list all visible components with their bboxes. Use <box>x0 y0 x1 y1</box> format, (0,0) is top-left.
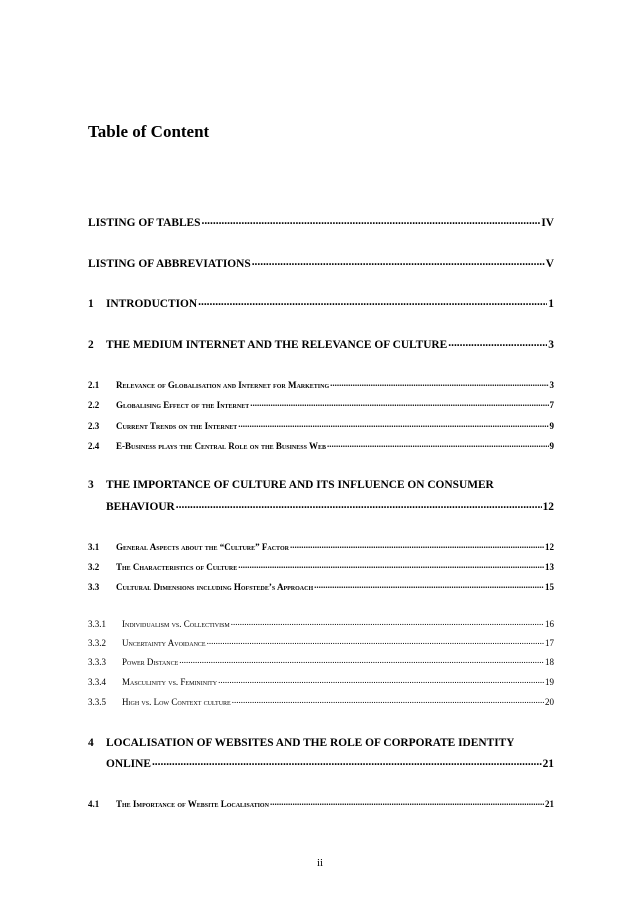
toc-page-number: 12 <box>545 542 554 552</box>
toc-entry-section-3-2[interactable] <box>88 560 554 574</box>
toc-entry-label: BEHAVIOUR <box>106 501 175 513</box>
toc-entry-number: 3.3 <box>88 582 100 592</box>
toc-entry-label: E-Business plays the Central Role on the Business Web <box>116 441 327 451</box>
toc-entry-section-2-2[interactable] <box>88 398 554 412</box>
dot-leader <box>252 257 545 267</box>
toc-entry-number: 2 <box>88 339 94 351</box>
toc-entry-label: Power Distance <box>122 657 179 667</box>
toc-entry-chapter-2[interactable] <box>88 338 554 352</box>
toc-page-number: 20 <box>545 697 554 707</box>
toc-page-number: V <box>545 258 554 270</box>
toc-page-number: 9 <box>549 421 554 431</box>
toc-entry-number: 3.3.2 <box>88 638 106 648</box>
toc-entry-listing-of-tables[interactable] <box>88 216 554 230</box>
toc-entry-label: ONLINE <box>106 758 151 770</box>
toc-entry-section-3-1[interactable] <box>88 540 554 554</box>
toc-entry-number: 2.4 <box>88 441 100 451</box>
toc-entry-section-4-1[interactable] <box>88 797 554 811</box>
toc-page-number: 3 <box>549 380 554 390</box>
page-number-footer: ii <box>316 857 324 869</box>
dot-leader <box>330 378 548 388</box>
dot-leader <box>232 695 544 705</box>
dot-leader <box>270 797 544 807</box>
dot-leader <box>218 675 544 685</box>
toc-entry-subsection-3-3-4[interactable] <box>88 675 554 689</box>
toc-entry-chapter-3[interactable] <box>106 500 554 514</box>
dot-leader <box>198 297 547 307</box>
toc-entry-number: 3.3.4 <box>88 677 106 687</box>
toc-entry-section-2-3[interactable] <box>88 419 554 433</box>
toc-entry-number: 2.2 <box>88 400 100 410</box>
toc-entry-number: 4.1 <box>88 799 100 809</box>
toc-entry-label: INTRODUCTION <box>106 298 198 310</box>
page-title: Table of Content <box>88 122 210 141</box>
toc-entry-number: 2.3 <box>88 421 100 431</box>
toc-entry-section-2-4[interactable] <box>88 439 554 453</box>
toc-entry-number: 3.1 <box>88 542 100 552</box>
toc-entry-label: Globalising Effect of the Internet <box>116 400 250 410</box>
toc-page-number: IV <box>541 217 554 229</box>
toc-entry-chapter-4-line1[interactable] <box>88 737 554 750</box>
toc-entry-label: LISTING OF TABLES <box>88 217 201 229</box>
toc-entry-section-3-3[interactable] <box>88 580 554 594</box>
toc-entry-subsection-3-3-5[interactable] <box>88 695 554 709</box>
dot-leader <box>448 338 547 348</box>
toc-page-number: 12 <box>542 501 554 513</box>
dot-leader <box>152 757 542 767</box>
dot-leader <box>238 419 548 429</box>
toc-entry-listing-of-abbreviations[interactable] <box>88 257 554 271</box>
toc-entry-label: Relevance of Globalisation and Internet for Marketing <box>116 380 330 390</box>
toc-entry-number: 3.2 <box>88 562 100 572</box>
dot-leader <box>176 500 542 510</box>
toc-entry-number: 3.3.3 <box>88 657 106 667</box>
toc-entry-label: Cultural Dimensions including Hofstede’s Approach <box>116 582 314 592</box>
dot-leader <box>179 655 544 665</box>
toc-entry-label: LISTING OF ABBREVIATIONS <box>88 258 251 270</box>
toc-entry-subsection-3-3-3[interactable] <box>88 655 554 669</box>
toc-entry-chapter-3-line1[interactable] <box>88 479 554 492</box>
toc-entry-subsection-3-3-1[interactable] <box>88 617 554 631</box>
dot-leader <box>207 636 544 646</box>
dot-leader <box>201 216 540 226</box>
toc-entry-label: The Importance of Website Localisation <box>116 799 269 809</box>
toc-page-number: 3 <box>548 339 554 351</box>
toc-entry-label: The Characteristics of Culture <box>116 562 238 572</box>
toc-entry-subsection-3-3-2[interactable] <box>88 636 554 650</box>
toc-entry-label: Uncertainty Avoidance <box>122 638 206 648</box>
toc-entry-number: 2.1 <box>88 380 100 390</box>
toc-entry-section-2-1[interactable] <box>88 378 554 392</box>
toc-entry-label: High vs. Low Context culture <box>122 697 231 707</box>
dot-leader <box>231 617 544 627</box>
toc-entry-number: 3 <box>88 479 94 491</box>
toc-page-number: 21 <box>545 799 554 809</box>
toc-entry-chapter-4[interactable] <box>106 757 554 771</box>
toc-entry-chapter-1[interactable] <box>88 297 554 311</box>
toc-page-number: 1 <box>548 298 554 310</box>
toc-entry-number: 1 <box>88 298 94 310</box>
toc-page-number: 17 <box>545 638 554 648</box>
toc-page-number: 9 <box>549 441 554 451</box>
toc-page-number: 13 <box>545 562 554 572</box>
toc-entry-number: 3.3.5 <box>88 697 106 707</box>
dot-leader <box>314 580 544 590</box>
dot-leader <box>327 439 548 449</box>
toc-page-number: 7 <box>549 400 554 410</box>
toc-page-number: 21 <box>542 758 554 770</box>
toc-entry-number: 3.3.1 <box>88 619 106 629</box>
toc-entry-label: Individualism vs. Collectivism <box>122 619 230 629</box>
toc-page-number: 18 <box>545 657 554 667</box>
toc-page-number: 15 <box>545 582 554 592</box>
toc-page-number: 19 <box>545 677 554 687</box>
toc-entry-label-line1: LOCALISATION OF WEBSITES AND THE ROLE OF CORPORATE IDENTITY <box>106 737 515 749</box>
toc-entry-label-line1: THE IMPORTANCE OF CULTURE AND ITS INFLUENCE ON CONSUMER <box>106 479 494 491</box>
toc-entry-number: 4 <box>88 737 94 749</box>
dot-leader <box>250 398 548 408</box>
dot-leader <box>238 560 544 570</box>
toc-entry-label: General Aspects about the “Culture” Factor <box>116 542 289 552</box>
toc-entry-label: Current Trends on the Internet <box>116 421 238 431</box>
toc-entry-label: THE MEDIUM INTERNET AND THE RELEVANCE OF CULTURE <box>106 339 448 351</box>
toc-entry-label: Masculinity vs. Femininity <box>122 677 218 687</box>
dot-leader <box>290 540 544 550</box>
toc-page-number: 16 <box>545 619 554 629</box>
